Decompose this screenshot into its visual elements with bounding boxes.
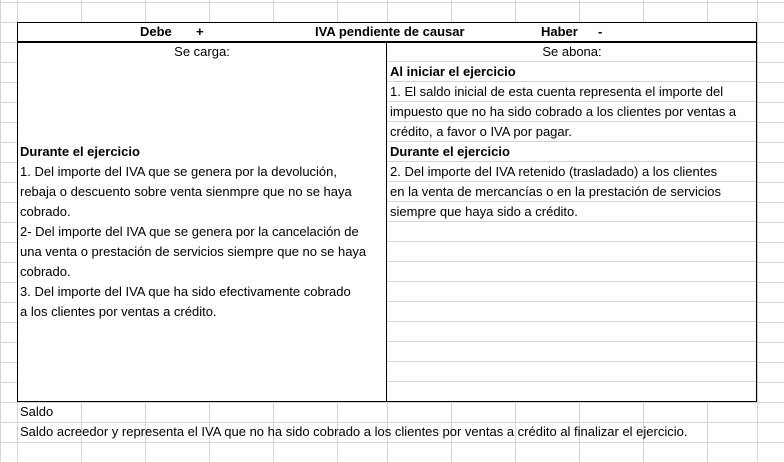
right-line: impuesto que no ha sido cobrado a los clientes por ventas a xyxy=(390,104,737,119)
left-line: 1. Del importe del IVA que se genera por la devolución, xyxy=(20,164,338,179)
left-section-title: Durante el ejercicio xyxy=(20,144,140,159)
right-section2-title: Durante el ejercicio xyxy=(390,144,510,159)
right-border xyxy=(756,22,757,402)
left-line: 3. Del importe del IVA que ha sido efectivamente cobrado xyxy=(20,284,351,299)
right-line: en la venta de mercancías o en la prestación de servicios xyxy=(390,184,721,199)
center-divider xyxy=(386,42,387,402)
left-line: a los clientes por ventas a crédito. xyxy=(20,304,217,319)
debe-label: Debe xyxy=(140,24,172,39)
right-line: 2. Del importe del IVA retenido (trasladado) a los clientes xyxy=(390,164,718,179)
saldo-text: Saldo acreedor y representa el IVA que no ha sido cobrado a los clientes por ventas a crédito al finalizar el ejercicio. xyxy=(20,424,688,439)
haber-label: Haber xyxy=(541,24,578,39)
left-border xyxy=(17,22,18,402)
left-line: una venta o prestación de servicios siempre que no se haya xyxy=(20,244,367,259)
minus-sign: - xyxy=(598,24,603,39)
saldo-label: Saldo xyxy=(20,404,54,419)
right-section1-title: Al iniciar el ejercicio xyxy=(390,64,516,79)
left-heading: Se carga: xyxy=(174,44,230,59)
right-line: crédito, a favor o IVA por pagar. xyxy=(390,124,572,139)
footer-top-border xyxy=(17,401,757,402)
right-heading: Se abona: xyxy=(542,44,602,59)
left-line: cobrado. xyxy=(20,204,71,219)
left-line: 2- Del importe del IVA que se genera por la cancelación de xyxy=(20,224,359,239)
right-line: siempre que haya sido a crédito. xyxy=(390,204,578,219)
plus-sign: + xyxy=(196,24,204,39)
left-line: rebaja o descuento sobre venta sienmpre que no se haya xyxy=(20,184,352,199)
left-line: cobrado. xyxy=(20,264,71,279)
right-line: 1. El saldo inicial de esta cuenta representa el importe del xyxy=(390,84,724,99)
account-title: IVA pendiente de causar xyxy=(315,24,465,39)
